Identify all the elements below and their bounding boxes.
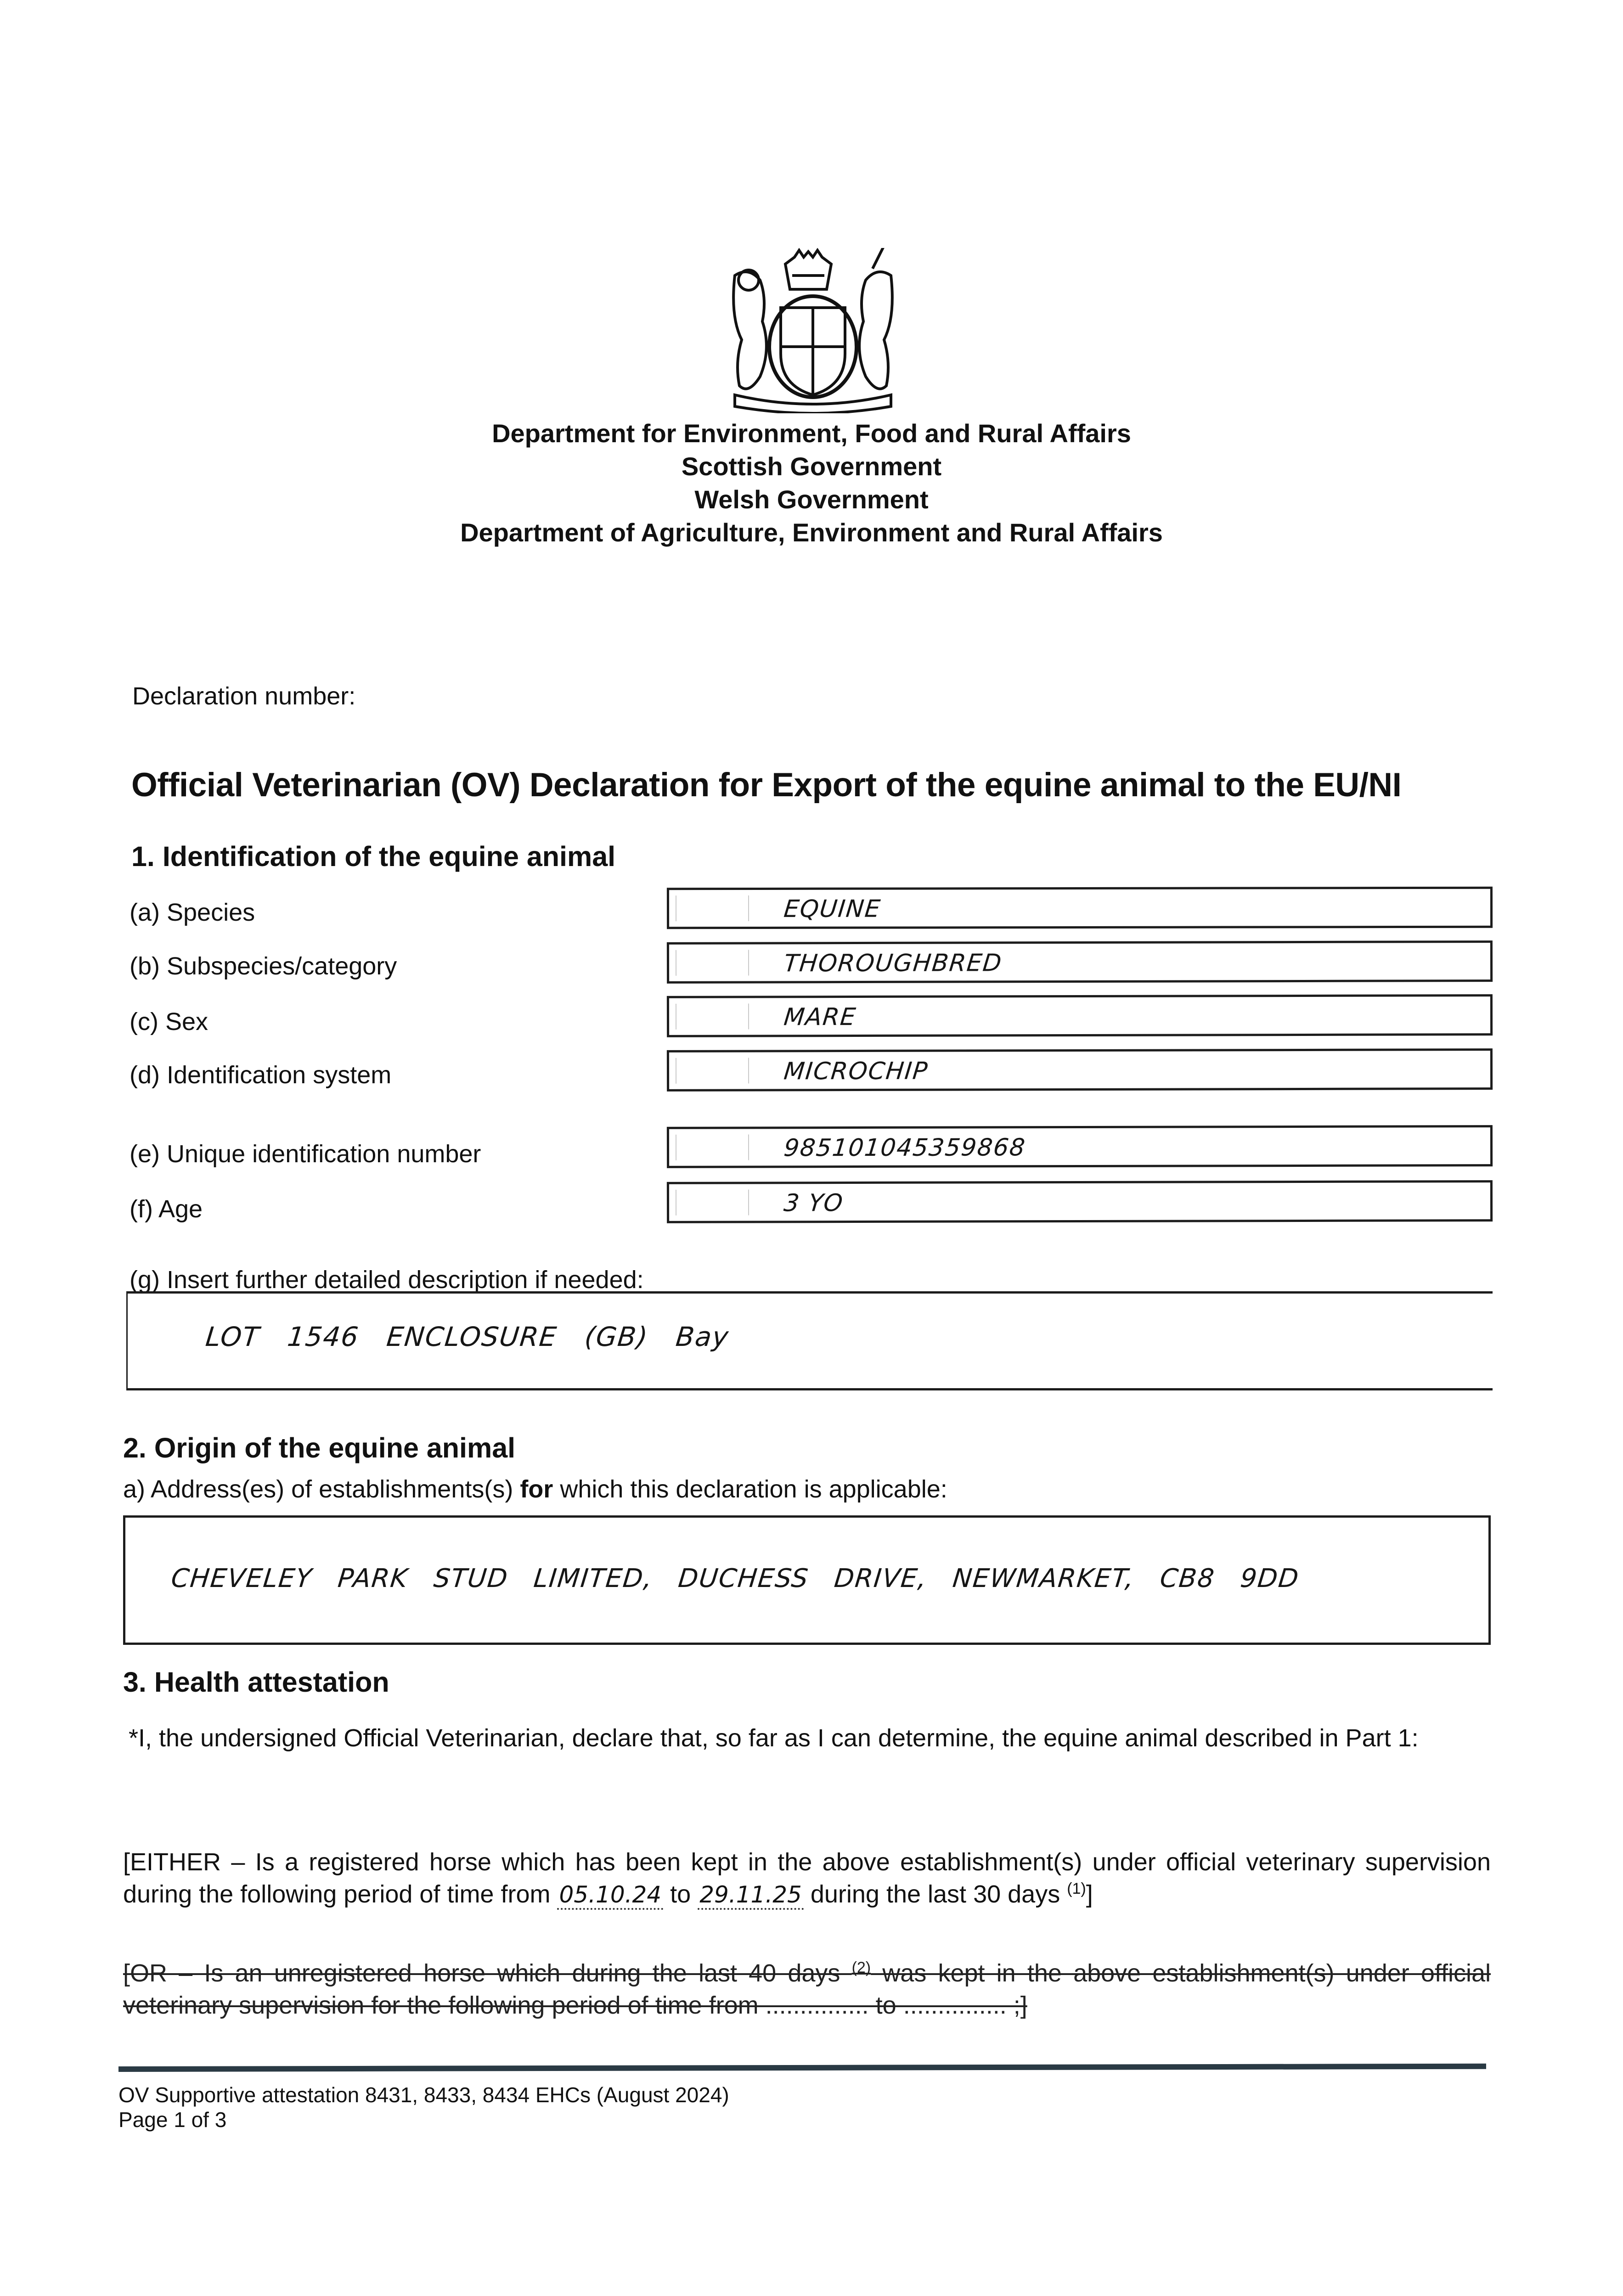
royal-coat-of-arms-icon [716,248,909,413]
description-label: (g) Insert further detailed description if needed: [130,1266,644,1294]
address-label-text: a) Address(es) of establishments(s) [123,1475,520,1503]
unique-id-value: 985101045359868 [782,1134,1027,1162]
sex-field[interactable] [667,994,1493,1037]
or-clause-struck [123,1957,1491,2021]
department-name: Scottish Government [681,452,942,481]
attestation-intro: *I, the undersigned Official Veterinarian, declare that, so far as I can determine, the equine animal described in Part 1: [129,1724,1419,1752]
address-label-text: which this declaration is applicable: [553,1475,947,1503]
department-name: Welsh Government [694,485,929,514]
description-field[interactable] [126,1291,1493,1390]
address-label-bold: for [520,1475,553,1503]
footer [118,2082,729,2132]
document-title: Official Veterinarian (OV) Declaration for Export of the equine animal to the EU/NI [131,766,1402,804]
either-clause [123,1846,1491,1911]
age-label: (f) Age [130,1195,203,1223]
section-2-heading: 2. Origin of the equine animal [123,1432,516,1463]
date-from-field[interactable]: 05.10.24 [557,1881,663,1910]
sex-label: (c) Sex [130,1008,209,1035]
species-value: EQUINE [782,895,883,923]
date-to-field[interactable]: 29.11.25 [698,1881,804,1910]
page-number: Page 1 of 3 [118,2108,227,2132]
identification-system-value: MICROCHIP [782,1057,930,1086]
declaration-number-label: Declaration number: [132,682,356,710]
either-text: [EITHER – Is a registered horse which has been kept in the above establishment(s) under official veterinary supervision during the following period of time from [123,1848,1491,1908]
or-text: was kept in the above establishment(s) under official veterinary supervision for the following period of time from ............... to ............... ;] [123,1959,1491,2019]
or-text: [OR – Is an unregistered horse which during the last 40 days [123,1959,852,1987]
either-text: to [663,1880,698,1908]
age-field[interactable] [667,1180,1493,1223]
section-3-heading: 3. Health attestation [123,1666,389,1698]
address-label [123,1475,947,1503]
address-value: CHEVELEY PARK STUD LIMITED, DUCHESS DRIVE, NEWMARKET, CB8 9DD [169,1564,1301,1593]
department-name: Department for Environment, Food and Rural Affairs [492,419,1131,448]
footer-reference: OV Supportive attestation 8431, 8433, 8434 EHCs (August 2024) [118,2083,729,2107]
subspecies-value: THOROUGHBRED [782,949,1004,978]
species-field[interactable] [667,887,1493,929]
issuing-departments [0,417,1623,549]
unique-id-label: (e) Unique identification number [130,1140,481,1168]
footnote-marker: (1) [1067,1880,1086,1897]
subspecies-label: (b) Subspecies/category [130,952,397,980]
section-1-heading: 1. Identification of the equine animal [131,841,616,872]
age-value: 3 YO [782,1189,845,1217]
footnote-marker: (2) [851,1959,871,1976]
species-label: (a) Species [130,899,255,926]
identification-system-field[interactable] [667,1048,1493,1092]
footer-divider [118,2064,1486,2072]
either-text: ] [1086,1880,1093,1908]
address-field[interactable] [123,1515,1491,1645]
unique-id-field[interactable] [667,1125,1493,1168]
subspecies-field[interactable] [667,940,1493,984]
description-value: LOT 1546 ENCLOSURE (GB) Bay [204,1321,731,1352]
either-text: during the last 30 days [803,1880,1067,1908]
sex-value: MARE [782,1003,858,1031]
department-name: Department of Agriculture, Environment and Rural Affairs [460,518,1163,547]
identification-system-label: (d) Identification system [130,1061,392,1089]
